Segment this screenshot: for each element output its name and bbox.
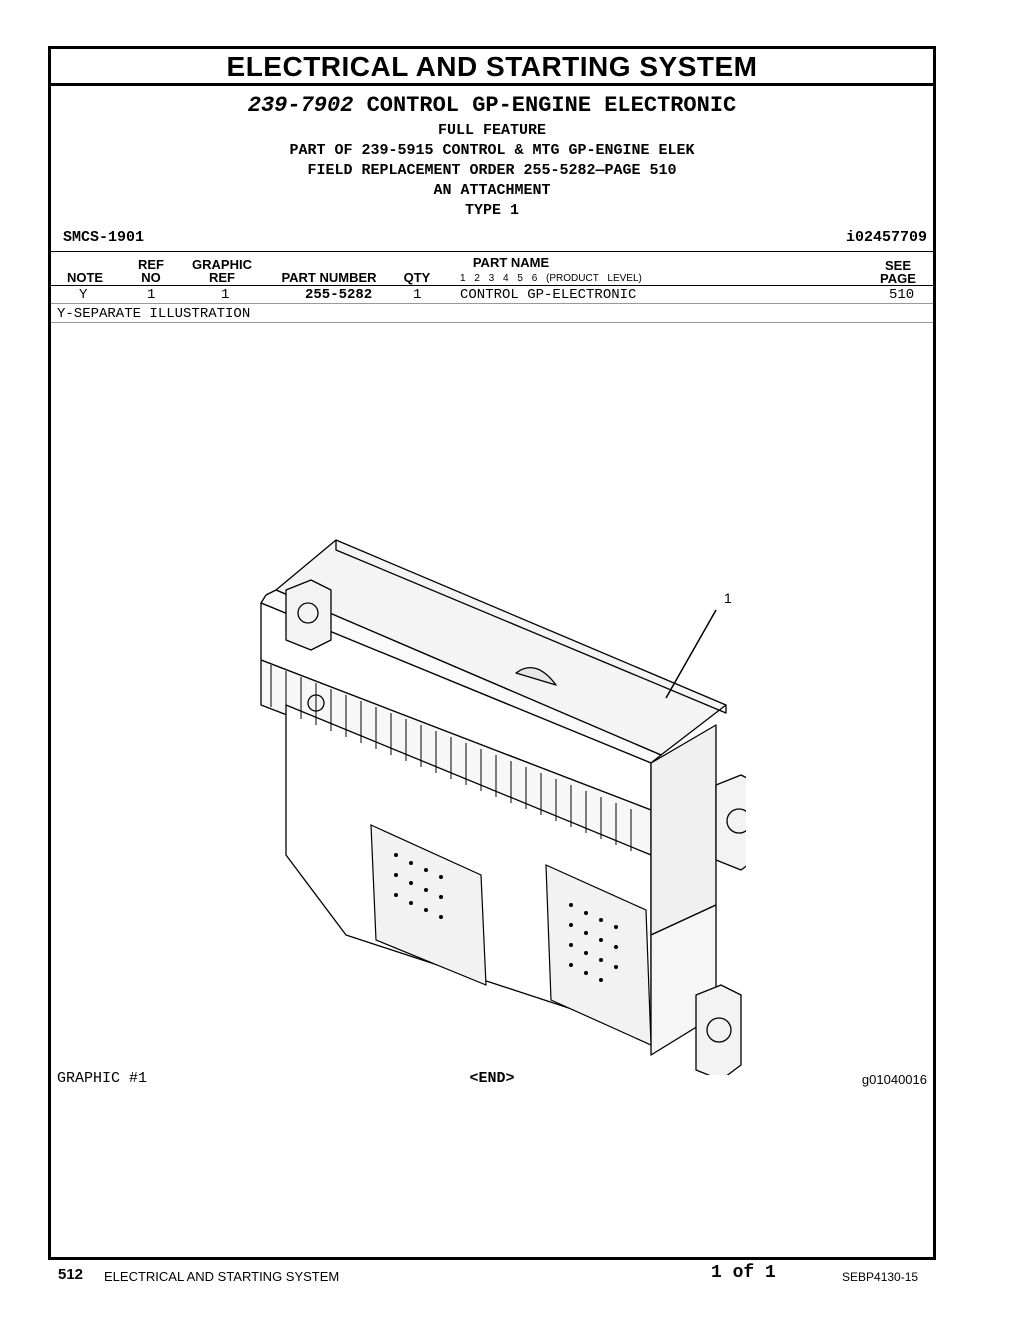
page-number: 512 <box>58 1266 84 1283</box>
page-count: 1 of 1 <box>711 1263 776 1283</box>
row-qty: 1 <box>413 287 422 303</box>
row-ref-no: 1 <box>147 287 156 303</box>
smcs-code: SMCS-1901 <box>63 229 145 246</box>
info-id: i02457709 <box>845 229 927 246</box>
subtitle-line: TYPE 1 <box>464 202 519 219</box>
col-part-number: PART NUMBER <box>281 270 377 285</box>
callout-label: 1 <box>724 590 732 606</box>
divider <box>51 251 933 252</box>
note-legend: Y-SEPARATE ILLUSTRATION <box>57 306 251 322</box>
row-graphic-ref: 1 <box>221 287 230 303</box>
row-part-name: CONTROL GP-ELECTRONIC <box>460 287 637 303</box>
col-ref-top: REF <box>138 257 164 272</box>
subtitle-line: AN ATTACHMENT <box>433 182 551 199</box>
divider <box>51 285 933 286</box>
divider <box>51 303 933 304</box>
graphic-label: GRAPHIC #1 <box>57 1070 148 1087</box>
col-see-bottom: PAGE <box>880 271 916 286</box>
group-title <box>51 93 933 118</box>
col-graphic-bottom: REF <box>209 270 235 285</box>
row-note: Y <box>79 287 88 303</box>
divider <box>51 322 933 323</box>
page-frame <box>48 46 936 1260</box>
col-note: NOTE <box>66 270 104 285</box>
row-part-number: 255-5282 <box>305 287 373 303</box>
subtitle-line: PART OF 239-5915 CONTROL & MTG GP-ENGINE ELEK <box>289 142 695 159</box>
end-marker: <END> <box>469 1070 515 1087</box>
ecm-illustration <box>246 495 746 1075</box>
col-ref-bottom: NO <box>141 270 161 285</box>
col-graphic-top: GRAPHIC <box>192 257 252 272</box>
graphic-id: g01040016 <box>861 1072 927 1087</box>
group-part-name: CONTROL GP-ENGINE ELECTRONIC <box>366 93 737 118</box>
footer-section: ELECTRICAL AND STARTING SYSTEM <box>104 1269 340 1284</box>
title-band <box>51 49 933 86</box>
col-see-top: SEE <box>884 258 911 273</box>
group-part-number: 239-7902 <box>247 93 354 118</box>
page-title: ELECTRICAL AND STARTING SYSTEM <box>226 51 758 82</box>
subtitle-line: FULL FEATURE <box>437 122 547 139</box>
col-part-name: PART NAME <box>472 255 550 270</box>
subtitle-line: FIELD REPLACEMENT ORDER 255-5282—PAGE 510 <box>307 162 677 179</box>
col-product-levels: 1 2 3 4 5 6 (PRODUCT LEVEL) <box>460 273 642 284</box>
col-qty: QTY <box>403 270 431 285</box>
doc-number: SEBP4130-15 <box>842 1270 919 1284</box>
row-see-page: 510 <box>889 287 915 303</box>
